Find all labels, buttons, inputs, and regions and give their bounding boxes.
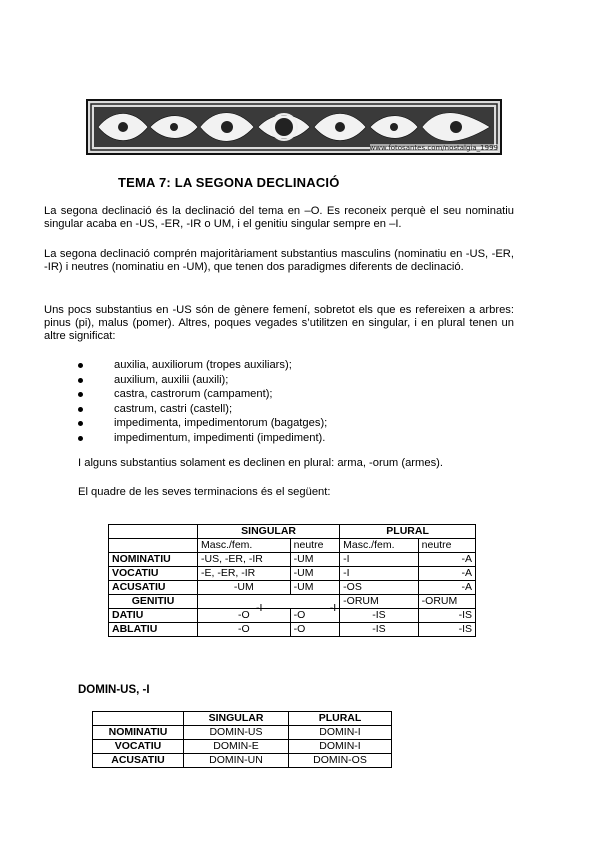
- table-cell: DOMIN-I: [288, 726, 391, 740]
- paragraph-1: La segona declinació és la declinació del tema en –O. Es reconeix perquè el seu nominatiu singular acaba en -US, -ER, -IR o UM, i el genitiu singular sempre en –I.: [44, 205, 514, 230]
- table-cell: -ORUM: [418, 595, 475, 609]
- bullet-icon: [78, 436, 83, 441]
- case-label: GENITIU: [109, 595, 198, 609]
- bullet-icon: [78, 378, 83, 383]
- table-cell: -UM: [198, 581, 291, 595]
- table-cell: -I: [340, 567, 419, 581]
- table-cell: DOMIN-US: [184, 726, 289, 740]
- header-singular: SINGULAR: [198, 525, 340, 539]
- table-cell: -A: [418, 581, 475, 595]
- paragraph-2: La segona declinació comprén majoritàriament substantius masculins (nominatiu en -US, -ER, -IR) i neutres (nominatiu en -UM), que tenen dos paradigmes diferents de declinació.: [44, 248, 514, 273]
- case-label: ACUSATIU: [93, 754, 184, 768]
- table-cell: -IS: [418, 609, 475, 623]
- table-row: [109, 553, 476, 567]
- table-cell: DOMIN-OS: [288, 754, 391, 768]
- subheader-neutre: neutre: [418, 539, 475, 553]
- subheader-masc-fem: Masc./fem.: [340, 539, 419, 553]
- table-row: [109, 595, 476, 609]
- table-cell: -UM: [290, 567, 340, 581]
- table-row: [109, 581, 476, 595]
- bullet-icon: [78, 407, 83, 412]
- dominus-table: [92, 711, 392, 768]
- endings-table: [108, 524, 476, 637]
- case-label: VOCATIU: [109, 567, 198, 581]
- header-plural: PLURAL: [288, 712, 391, 726]
- table-row: [93, 754, 392, 768]
- list-item: auxilium, auxilii (auxili);: [76, 373, 327, 388]
- header-plural: PLURAL: [340, 525, 476, 539]
- list-item: castrum, castri (castell);: [76, 402, 327, 417]
- paradigm-heading: DOMIN-US, -I: [78, 684, 150, 696]
- case-label: ABLATIU: [109, 623, 198, 637]
- bullet-list: [76, 358, 327, 445]
- table-cell: -O: [198, 609, 291, 623]
- list-item: castra, castrorum (campament);: [76, 387, 327, 402]
- table-cell: -UM: [290, 553, 340, 567]
- case-label: NOMINATIU: [109, 553, 198, 567]
- ornamental-banner: [86, 99, 502, 155]
- table-row: [93, 740, 392, 754]
- case-label: DATIU: [109, 609, 198, 623]
- header-singular: SINGULAR: [184, 712, 289, 726]
- table-cell: -A: [418, 567, 475, 581]
- table-row: [93, 726, 392, 740]
- table-cell: -IS: [418, 623, 475, 637]
- bullet-icon: [78, 392, 83, 397]
- page-title: TEMA 7: LA SEGONA DECLINACIÓ: [118, 175, 340, 190]
- case-label: VOCATIU: [93, 740, 184, 754]
- case-label: ACUSATIU: [109, 581, 198, 595]
- table-cell: -O: [290, 609, 340, 623]
- table-cell: -UM: [290, 581, 340, 595]
- bullet-icon: [78, 421, 83, 426]
- table-cell: -IS: [340, 609, 419, 623]
- table-cell: -ORUM: [340, 595, 419, 609]
- table-cell: -US, -ER, -IR: [198, 553, 291, 567]
- table-cell-merged: -I -I: [198, 595, 340, 609]
- table-row: [109, 539, 476, 553]
- list-item: auxilia, auxiliorum (tropes auxiliars);: [76, 358, 327, 373]
- subheader-masc-fem: Masc./fem.: [198, 539, 291, 553]
- table-cell: -I: [340, 553, 419, 567]
- table-cell: -OS: [340, 581, 419, 595]
- table-intro: El quadre de les seves terminacions és el següent:: [78, 486, 331, 498]
- table-row: [109, 525, 476, 539]
- table-row: [93, 712, 392, 726]
- table-cell: -E, -ER, -IR: [198, 567, 291, 581]
- table-cell: -O: [290, 623, 340, 637]
- table-cell: -A: [418, 553, 475, 567]
- table-cell: -O: [198, 623, 291, 637]
- list-item: impedimenta, impedimentorum (bagatges);: [76, 416, 327, 431]
- table-row: [109, 609, 476, 623]
- plural-only-note: I alguns substantius solament es declinen en plural: arma, -orum (armes).: [78, 457, 444, 469]
- table-cell: DOMIN-UN: [184, 754, 289, 768]
- table-row: [109, 623, 476, 637]
- table-cell: DOMIN-I: [288, 740, 391, 754]
- table-cell: DOMIN-E: [184, 740, 289, 754]
- bullet-icon: [78, 363, 83, 368]
- banner-watermark-url: www.fotosantes.com/nostalgia_1999: [369, 144, 498, 152]
- subheader-neutre: neutre: [290, 539, 340, 553]
- paragraph-3: Uns pocs substantius en -US són de gènere femení, sobretot els que es refereixen a arbres: pinus (pi), malus (pomer). Altres, poques vegades s’utilitzen en singular, i en plural tenen un altre significat:: [44, 304, 514, 342]
- list-item: impedimentum, impedimenti (impediment).: [76, 431, 327, 446]
- case-label: NOMINATIU: [93, 726, 184, 740]
- table-row: [109, 567, 476, 581]
- table-cell: -IS: [340, 623, 419, 637]
